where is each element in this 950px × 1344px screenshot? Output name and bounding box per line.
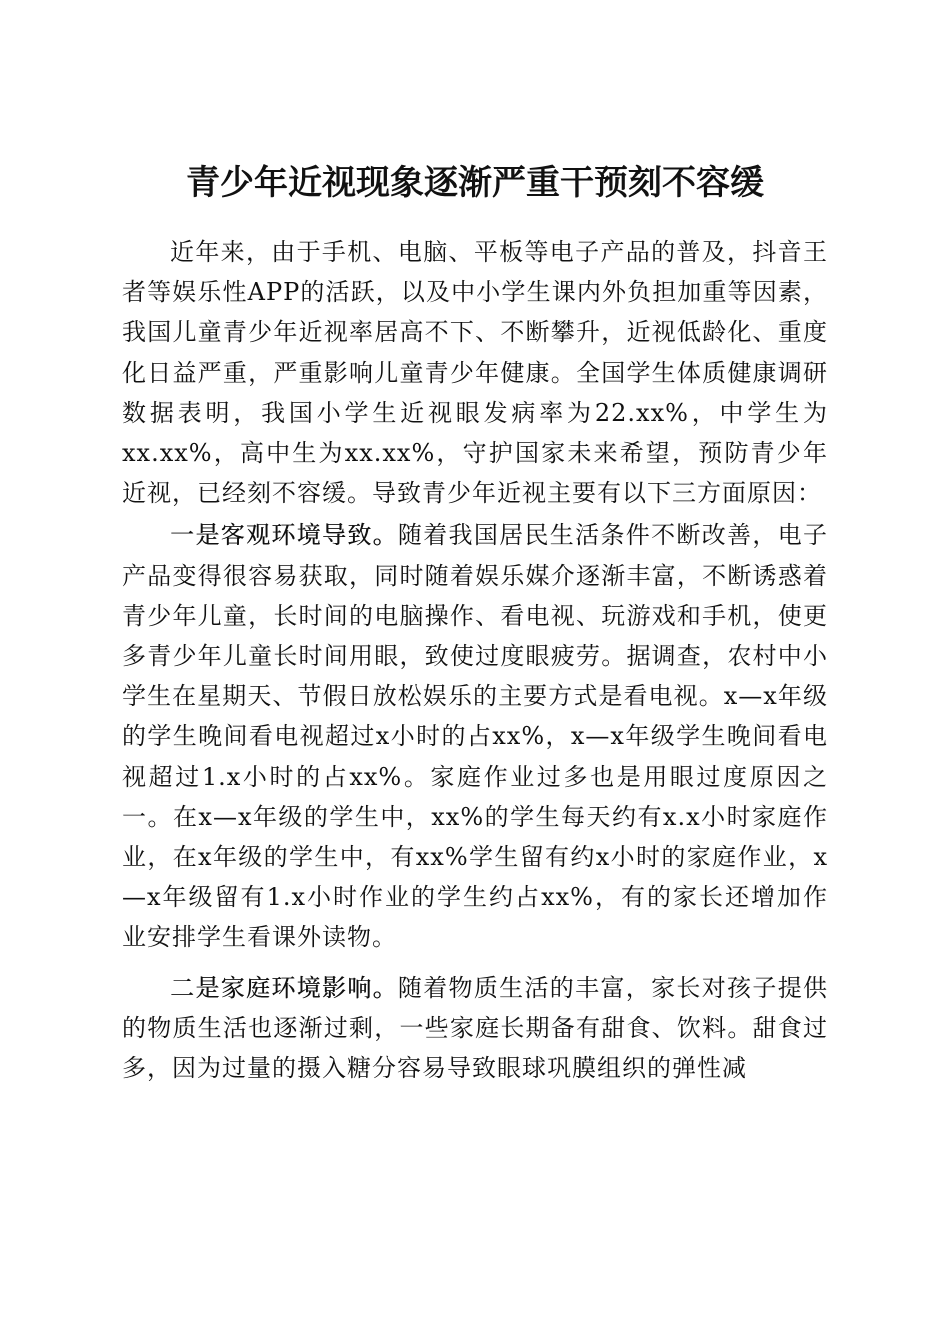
document-title: 青少年近视现象逐渐严重干预刻不容缓 — [186, 162, 764, 203]
paragraph-reason-1 — [122, 515, 828, 957]
paragraph-text: 随着我国居民生活条件不断改善，电子产品变得很容易获取，同时随着娱乐媒介逐渐丰富，不断诱惑着青少年儿童，长时间的电脑操作、看电视、玩游戏和手机，使更多青少年儿童长时间用眼，致使过度眼疲劳。据调查，农村中小学生在星期天、节假日放松娱乐的主要方式是看电视。x—x年级的学生晚间看电视超过x小时的占xx%，x—x年级学生晚间看电视超过1.x小时的占xx%。家庭作业过多也是用眼过度原因之一。在x—x年级的学生中，xx%的学生每天约有x.x小时家庭作业，在x年级的学生中，有xx%学生留有约x小时的家庭作业，x—x年级留有1.x小时作业的学生约占xx%，有的家长还增加作业安排学生看课外读物。 — [122, 521, 829, 952]
paragraph-text: 随着物质生活的丰富，家长对孩子提供的物质生活也逐渐过剩，一些家庭长期备有甜食、饮料。甜食过多，因为过量的摄入糖分容易导致眼球巩膜组织的弹性减 — [122, 973, 829, 1083]
paragraph-lead: 二是家庭环境影响。 — [170, 973, 398, 1002]
paragraph-reason-2 — [122, 968, 828, 1089]
paragraph-text: 近年来，由于手机、电脑、平板等电子产品的普及，抖音王者等娱乐性APP的活跃，以及中小学生课内外负担加重等因素，我国儿童青少年近视率居高不下、不断攀升，近视低龄化、重度化日益严重，严重影响儿童青少年健康。全国学生体质健康调研数据表明，我国小学生近视眼发病率为22.xx%，中学生为xx.xx%，高中生为xx.xx%，守护国家未来希望，预防青少年近视，已经刻不容缓。导致青少年近视主要有以下三方面原因： — [122, 238, 828, 508]
document-body — [122, 232, 828, 1088]
paragraph-intro — [122, 232, 828, 513]
paragraph-lead: 一是客观环境导致。 — [170, 521, 398, 550]
